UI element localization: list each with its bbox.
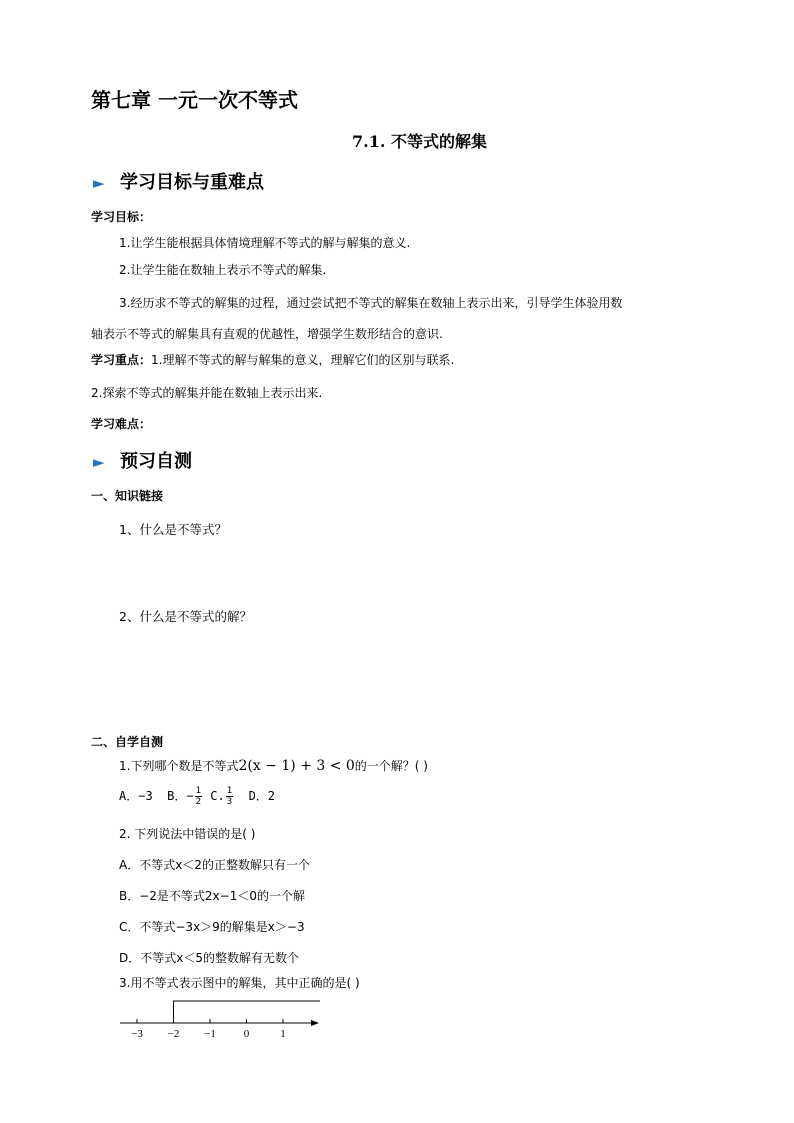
goals-label: 学习目标： [91, 210, 152, 224]
triangle-bullet-icon: ► [93, 453, 105, 471]
number-line-ticks [131, 1019, 286, 1040]
fraction-one-third: $\frac{1}{3}$ [226, 786, 233, 807]
self-test-question-2: 2. 下列说法中错误的是( ) [119, 827, 256, 841]
number-line-figure [115, 996, 330, 1042]
q2-option-b: B．−2是不等式2x−1＜0的一个解 [119, 889, 305, 903]
goal-1: 1.让学生能根据具体情境理解不等式的解与解集的意义. [119, 236, 411, 250]
option-c: C. [210, 789, 225, 803]
self-test-question-1: 1.下列哪个数是不等式2(x − 1) + 3 < 0的一个解？( ) [119, 758, 428, 774]
question-1: 1、什么是不等式？ [119, 522, 227, 537]
part2-title: 二、自学自测 [91, 735, 164, 749]
number-line-tick-label: −3 [131, 1028, 143, 1040]
lesson-title: 7.1. 不等式的解集 [352, 132, 487, 151]
option-b: B．− [167, 789, 194, 803]
key-1: 1.理解不等式的解与解集的意义，理解它们的区别与联系. [151, 353, 455, 367]
key-2: 2.探索不等式的解集并能在数轴上表示出来. [91, 386, 323, 400]
fraction-one-half: $\frac{1}{2}$ [195, 786, 202, 807]
self-test-question-1-options [119, 786, 275, 807]
chapter-title: 第七章 一元一次不等式 [91, 88, 298, 112]
number-line-tick-label: −2 [167, 1028, 180, 1040]
key-points [91, 351, 454, 368]
option-d: D．2 [248, 789, 276, 803]
q2-option-d: D．不等式x＜5的整数解有无数个 [119, 951, 299, 965]
number-line-tick-label: 1 [280, 1028, 286, 1040]
self-test-question-3: 3.用不等式表示图中的解集，其中正确的是( ) [119, 976, 360, 990]
number-line-tick-label: 0 [243, 1028, 250, 1040]
q2-option-a: A．不等式x＜2的正整数解只有一个 [119, 858, 310, 872]
goal-3-line-2: 轴表示不等式的解集具有直观的优越性，增强学生数形结合的意识. [91, 327, 443, 341]
option-a: A．−3 [119, 789, 153, 803]
triangle-bullet-icon: ► [93, 174, 105, 192]
part1-title: 一、知识链接 [91, 489, 164, 503]
question-2: 2、什么是不等式的解？ [119, 609, 252, 624]
q2-option-c: C．不等式−3x＞9的解集是x＞−3 [119, 920, 305, 934]
section-heading-preview: ► 预习自测 [93, 451, 192, 472]
section-heading-goals: ► 学习目标与重难点 [93, 172, 264, 193]
difficulty-label: 学习难点： [91, 417, 152, 431]
inequality-expression: 2(x − 1) + 3 < 0 [238, 758, 355, 774]
arrow-head-icon [311, 1020, 319, 1026]
number-line-tick-label: −1 [204, 1028, 216, 1040]
goal-3-line-1: 3.经历求不等式的解集的过程，通过尝试把不等式的解集在数轴上表示出来，引导学生体验用数 [119, 296, 623, 310]
key-label: 学习重点： [91, 353, 152, 367]
goal-2: 2.让学生能在数轴上表示不等式的解集. [119, 263, 327, 277]
